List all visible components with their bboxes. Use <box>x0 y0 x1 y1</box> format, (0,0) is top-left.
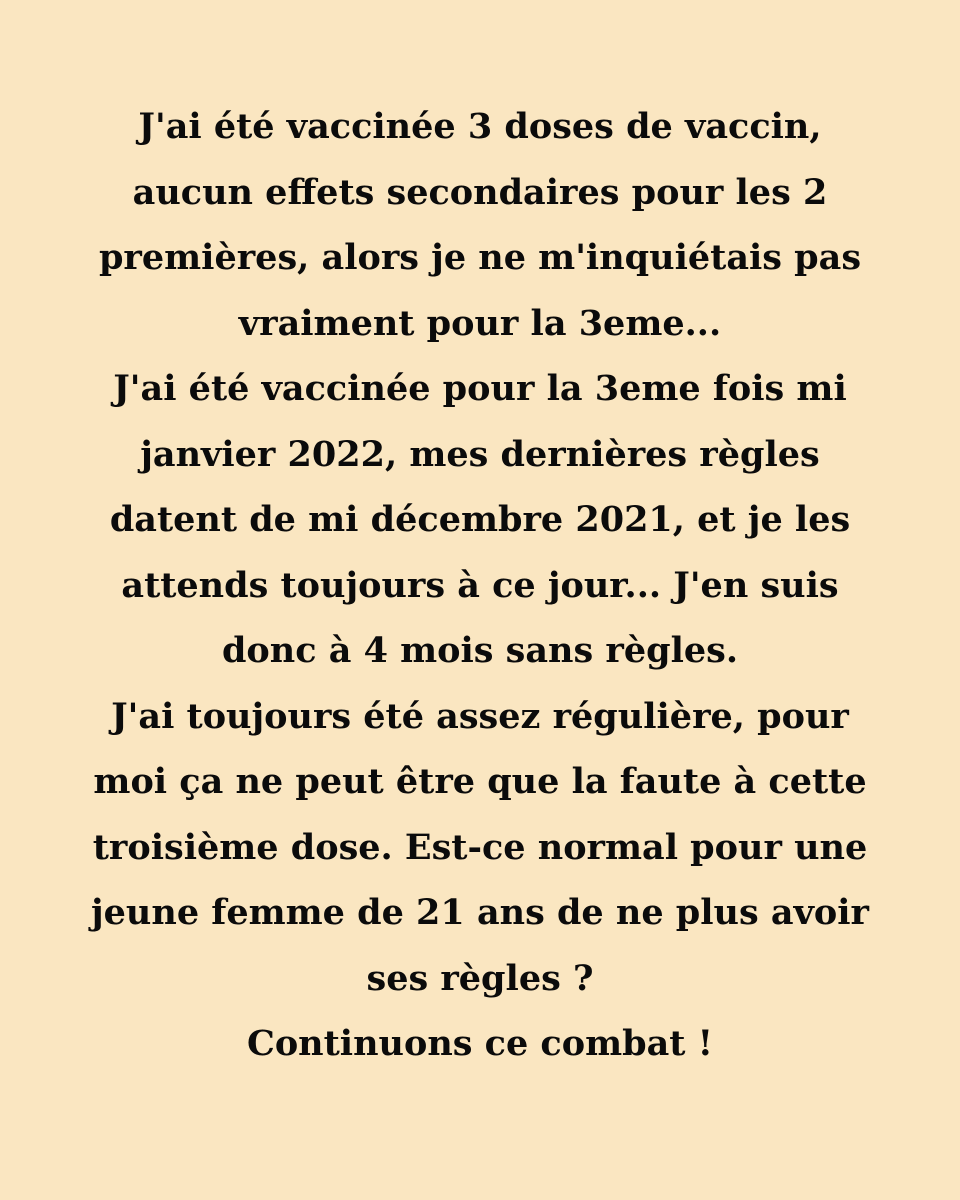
text-line: J'ai toujours été assez régulière, pour <box>111 695 849 737</box>
text-line: troisième dose. Est-ce normal pour une <box>92 826 868 868</box>
text-line: donc à 4 mois sans règles. <box>221 630 739 671</box>
text-line: vraiment pour la 3eme... <box>238 302 722 344</box>
text-line: J'ai été vaccinée 3 doses de vaccin, <box>138 106 822 147</box>
text-line: datent de mi décembre 2021, et je les <box>109 499 851 540</box>
text-line: attends toujours à ce jour... J'en suis <box>121 564 839 606</box>
text-line: aucun effets secondaires pour les 2 <box>132 171 828 213</box>
text-line: jeune femme de 21 ans de ne plus avoir <box>91 892 869 933</box>
testimony-text <box>70 94 890 1077</box>
text-line: J'ai été vaccinée pour la 3eme fois mi <box>113 368 847 409</box>
closing-line: Continuons ce combat ! <box>246 1023 713 1064</box>
text-line: ses règles ? <box>366 957 594 999</box>
text-line: moi ça ne peut être que la faute à cette <box>93 761 867 802</box>
text-line: premières, alors je ne m'inquiétais pas <box>98 237 862 278</box>
text-line: janvier 2022, mes dernières règles <box>140 433 820 475</box>
